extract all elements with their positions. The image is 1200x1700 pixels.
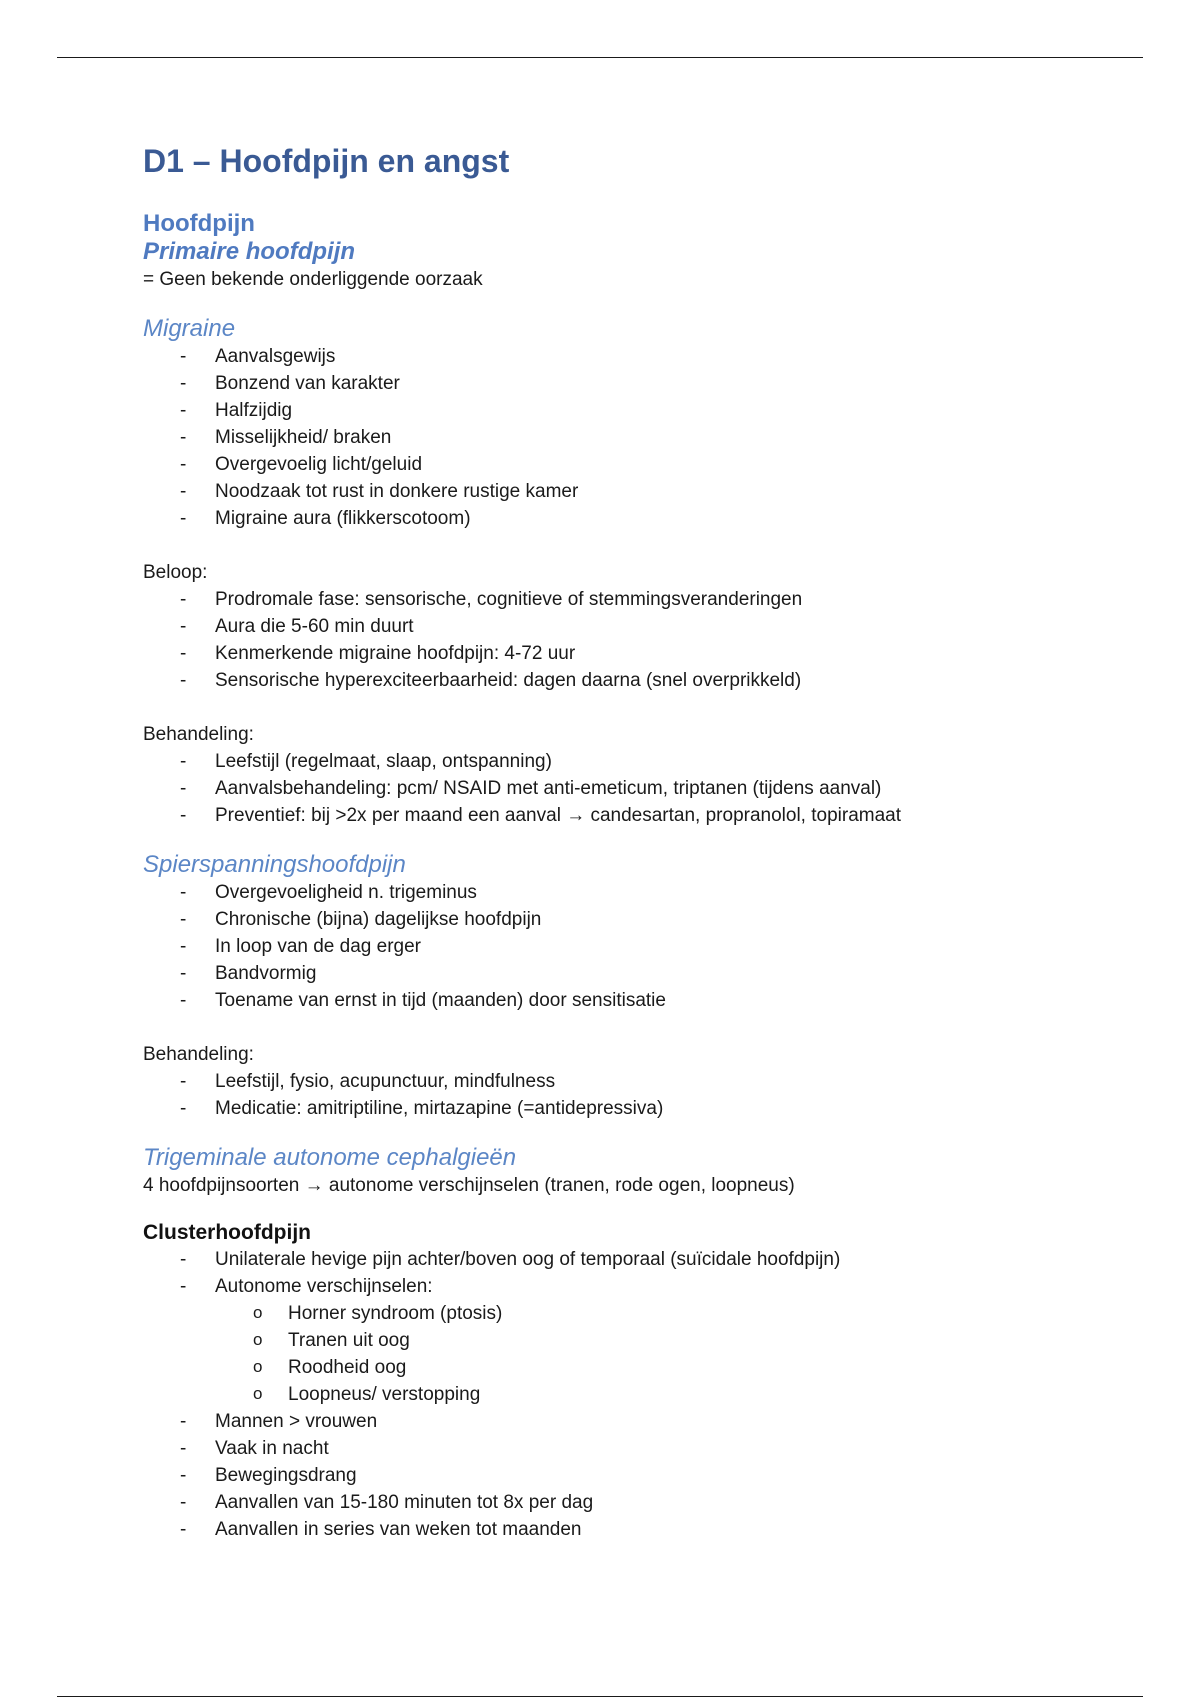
tac-text: 4 hoofdpijnsoorten → autonome verschijnselen (tranen, rode ogen, loopneus) — [143, 1175, 795, 1196]
migraine-heading: Migraine — [143, 315, 236, 342]
list-item: - Preventief: bij >2x per maand een aanval → candesartan, propranolol, topiramaat — [143, 802, 1103, 829]
list-item: - Vaak in nacht — [143, 1435, 1103, 1462]
list-item: - Aanvalsgewijs — [143, 343, 1103, 370]
list-item: - Kenmerkende migraine hoofdpijn: 4-72 uur — [143, 640, 1103, 667]
sub-list-item: o Loopneus/ verstopping — [143, 1381, 1103, 1408]
migraine-treatment-list — [143, 748, 1103, 829]
list-item: - Halfzijdig — [143, 397, 1103, 424]
list-item: - Prodromale fase: sensorische, cognitieve of stemmingsveranderingen — [143, 586, 1103, 613]
list-item: - Misselijkheid/ braken — [143, 424, 1103, 451]
bottom-rule — [57, 1696, 1143, 1697]
list-item: - Overgevoelig licht/geluid — [143, 451, 1103, 478]
migraine-course-list — [143, 586, 1103, 694]
list-item: - Aanvallen in series van weken tot maanden — [143, 1516, 1103, 1543]
cluster-heading: Clusterhoofdpijn — [143, 1221, 311, 1244]
tac-heading: Trigeminale autonome cephalgieën — [143, 1144, 517, 1171]
list-item: - In loop van de dag erger — [143, 933, 1103, 960]
list-item: - Leefstijl (regelmaat, slaap, ontspanning) — [143, 748, 1103, 775]
list-item: - Sensorische hyperexciteerbaarheid: dagen daarna (snel overprikkeld) — [143, 667, 1103, 694]
list-item: - Toename van ernst in tijd (maanden) door sensitisatie — [143, 987, 1103, 1014]
cluster-list — [143, 1246, 1103, 1300]
sub-list-item: o Horner syndroom (ptosis) — [143, 1300, 1103, 1327]
list-item: - Bonzend van karakter — [143, 370, 1103, 397]
list-item: - Unilaterale hevige pijn achter/boven oog of temporaal (suïcidale hoofdpijn) — [143, 1246, 1103, 1273]
definition-text: = Geen bekende onderliggende oorzaak — [143, 269, 483, 290]
tension-heading: Spierspanningshoofdpijn — [143, 851, 406, 878]
list-item: - Migraine aura (flikkerscotoom) — [143, 505, 1103, 532]
list-item: - Noodzaak tot rust in donkere rustige kamer — [143, 478, 1103, 505]
list-item: - Chronische (bijna) dagelijkse hoofdpijn — [143, 906, 1103, 933]
list-item: - Aanvalsbehandeling: pcm/ NSAID met anti-emeticum, triptanen (tijdens aanval) — [143, 775, 1103, 802]
section-heading: Hoofdpijn — [143, 210, 255, 237]
top-rule — [57, 57, 1143, 58]
migraine-list — [143, 343, 1103, 532]
list-item: - Bandvormig — [143, 960, 1103, 987]
list-item: - Mannen > vrouwen — [143, 1408, 1103, 1435]
document-page — [143, 140, 1103, 1543]
migraine-treatment-label: Behandeling: — [143, 724, 254, 745]
list-item: - Bewegingsdrang — [143, 1462, 1103, 1489]
tension-list — [143, 879, 1103, 1014]
page-title: D1 – Hoofdpijn en angst — [143, 143, 510, 179]
sub-list-item: o Roodheid oog — [143, 1354, 1103, 1381]
cluster-list-continued — [143, 1408, 1103, 1543]
sub-list-item: o Tranen uit oog — [143, 1327, 1103, 1354]
list-item: - Medicatie: amitriptiline, mirtazapine (=antidepressiva) — [143, 1095, 1103, 1122]
list-item: - Overgevoeligheid n. trigeminus — [143, 879, 1103, 906]
tension-treatment-label: Behandeling: — [143, 1044, 254, 1065]
tension-treatment-list — [143, 1068, 1103, 1122]
list-item: - Aura die 5-60 min duurt — [143, 613, 1103, 640]
list-item: - Autonome verschijnselen: — [143, 1273, 1103, 1300]
list-item: - Aanvallen van 15-180 minuten tot 8x per dag — [143, 1489, 1103, 1516]
subsection-heading: Primaire hoofdpijn — [143, 238, 356, 265]
migraine-course-label: Beloop: — [143, 562, 208, 583]
list-item: - Leefstijl, fysio, acupunctuur, mindfulness — [143, 1068, 1103, 1095]
cluster-sublist — [143, 1300, 1103, 1408]
